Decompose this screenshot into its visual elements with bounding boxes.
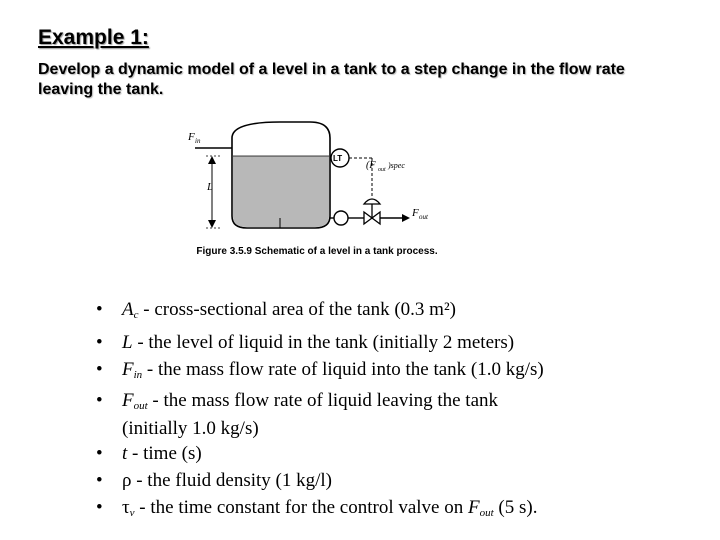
label-level: L [207, 181, 214, 193]
label-lt: LT [333, 154, 343, 163]
definition-list [96, 296, 696, 527]
figure-caption [192, 246, 442, 258]
problem-statement: Develop a dynamic model of a level in a tank to a step change in the flow rate leaving the tank. [38, 61, 625, 98]
definition-item: • $\tau_v$ - the time constant for the control valve on $F_{out}$ (5 s). [96, 494, 696, 527]
definition-continuation: (initially 1.0 kg/s) [122, 418, 259, 439]
label-f-in: F [188, 131, 195, 143]
liquid-level [233, 156, 329, 227]
definition-item: • $F_{out}$ - the mass flow rate of liquid leaving the tank [96, 389, 696, 418]
definition-item: • $A_c$ - cross-sectional area of the tank (0.3 m²) [96, 296, 696, 329]
caption-text: Schematic of a level in a tank process. [254, 246, 438, 257]
svg-text:in: in [195, 137, 201, 145]
caption-number: Figure 3.5.9 [196, 246, 252, 257]
page-title: Example 1: [38, 26, 149, 49]
svg-text:)spec: )spec [388, 161, 405, 170]
label-f-out: F [412, 207, 419, 219]
svg-text:out: out [419, 213, 428, 221]
pump-icon [334, 211, 348, 225]
definition-item: • ρ - the fluid density (1 kg/l) [96, 467, 696, 494]
label-f-out-spec: (F [366, 160, 376, 171]
definition-item: • t - time (s) [96, 440, 696, 467]
definition-item: • L - the level of liquid in the tank (initially 2 meters) [96, 329, 696, 356]
control-valve-icon [364, 199, 380, 204]
svg-text:out: out [378, 167, 386, 173]
definition-item: • $F_{in}$ - the mass flow rate of liquid into the tank (1.0 kg/s) [96, 356, 696, 389]
